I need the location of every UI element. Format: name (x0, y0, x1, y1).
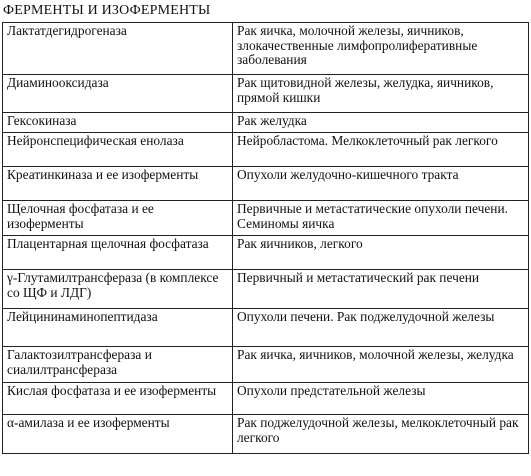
enzyme-cell: γ-Глутамилтрансфераза (в комплексе со ЩФ и ЛДГ) (3, 270, 233, 309)
tumor-cell: Рак поджелудочной железы, мелкоклеточный рак легкого (233, 415, 529, 454)
table-row (3, 270, 529, 309)
enzyme-cell: Галактозилтрансфераза и сиалилтрансфераза (3, 347, 233, 383)
table-row (3, 113, 529, 133)
tumor-cell: Рак щитовидной железы, желудка, яичников, прямой кишки (233, 75, 529, 113)
table-row (3, 347, 529, 383)
enzyme-cell: Диаминооксидаза (3, 75, 233, 113)
enzyme-table (2, 22, 529, 454)
table-row (3, 415, 529, 454)
enzyme-cell: Гексокиназа (3, 113, 233, 133)
table-row (3, 236, 529, 270)
tumor-cell: Нейробластома. Мелкоклеточный рак легкого (233, 133, 529, 167)
tumor-cell: Первичный и метастатический рак печени (233, 270, 529, 309)
table-row (3, 201, 529, 236)
tumor-cell: Опухоли желудочно-кишечного тракта (233, 167, 529, 201)
tumor-cell: Рак яичка, молочной железы, яичников, злокачественные лимфопролиферативные заболевания (233, 23, 529, 75)
tumor-cell: Опухоли предстательной железы (233, 383, 529, 415)
table-row (3, 133, 529, 167)
tumor-cell: Рак яичка, яичников, молочной железы, желудка (233, 347, 529, 383)
enzyme-cell: Креатинкиназа и ее изоферменты (3, 167, 233, 201)
enzyme-cell: Нейронспецифическая енолаза (3, 133, 233, 167)
table-row (3, 75, 529, 113)
tumor-cell: Первичные и метастатические опухоли печени. Семиномы яичка (233, 201, 529, 236)
enzyme-cell: Лейцининаминопептидаза (3, 309, 233, 347)
table-row (3, 383, 529, 415)
enzyme-cell: α-амилаза и ее изоферменты (3, 415, 233, 454)
enzyme-cell: Лактатдегидрогеназа (3, 23, 233, 75)
enzyme-cell: Щелочная фосфатаза и ее изоферменты (3, 201, 233, 236)
tumor-cell: Опухоли печени. Рак поджелудочной железы (233, 309, 529, 347)
table-title: ФЕРМЕНТЫ И ИЗОФЕРМЕНТЫ (3, 3, 211, 18)
table-row (3, 167, 529, 201)
table-row (3, 309, 529, 347)
enzyme-cell: Плацентарная щелочная фосфатаза (3, 236, 233, 270)
tumor-cell: Рак яичников, легкого (233, 236, 529, 270)
table-row (3, 23, 529, 75)
tumor-cell: Рак желудка (233, 113, 529, 133)
enzyme-cell: Кислая фосфатаза и ее изоферменты (3, 383, 233, 415)
